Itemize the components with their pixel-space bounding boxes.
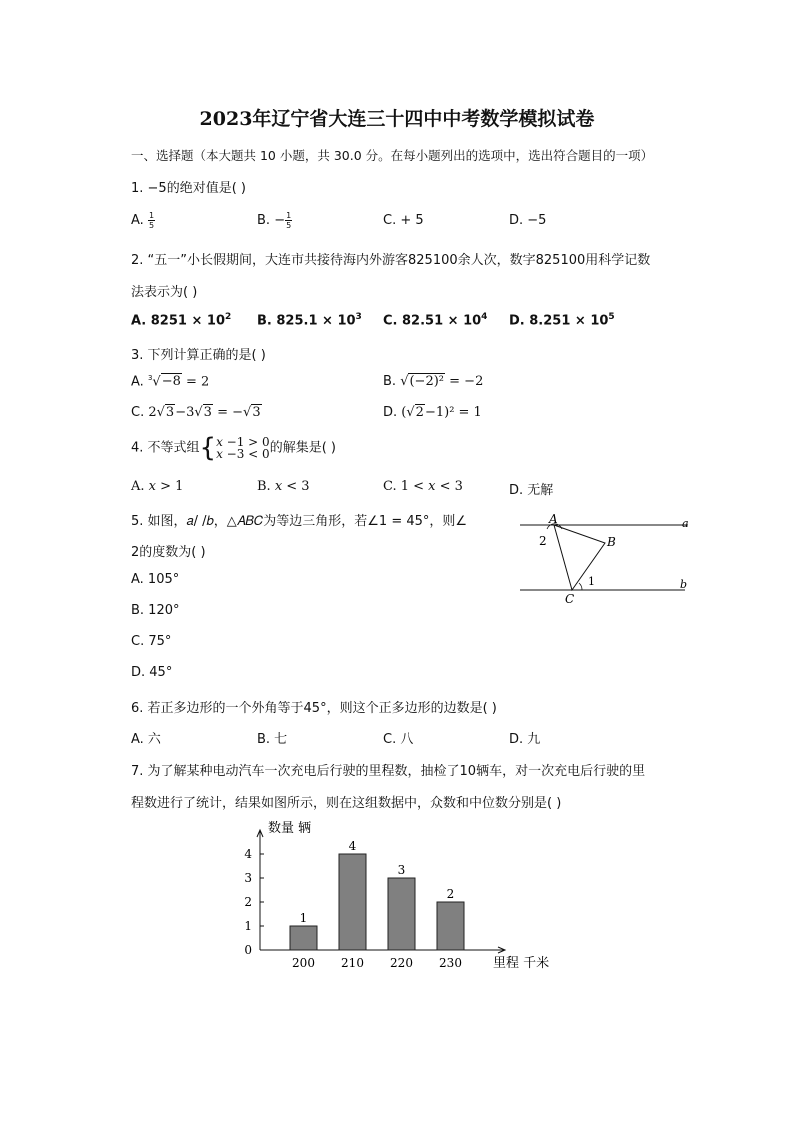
- bar-value-label: 2: [446, 887, 455, 901]
- question-7-line-1: 7. 为了解某种电动汽车一次充电后行驶的里程数，抽检了10辆车，对一次充电后行驶的里: [131, 764, 646, 779]
- question-5-line-2: 2的度数为( ): [131, 545, 206, 560]
- bar: [388, 878, 415, 950]
- question-3-option-b: B. √(−2)² = −2: [383, 374, 484, 389]
- x-tick-label: 200: [292, 956, 315, 970]
- question-7-chart: [230, 812, 570, 977]
- question-5-option-b: B. 120°: [131, 603, 180, 618]
- question-3-option-d: D. (√2−1)² = 1: [383, 405, 482, 420]
- question-1-option-d: D. −5: [509, 213, 547, 228]
- question-4-option-d: D. 无解: [509, 483, 554, 498]
- question-2-line-1: 2. “五一”小长假期间，大连市共接待海内外游客825100余人次，数字825100用科学记数: [131, 253, 651, 268]
- x-tick-label: 230: [439, 956, 462, 970]
- triangle-abc: [554, 525, 605, 590]
- angle-1-arc: [579, 583, 582, 590]
- question-7-line-2: 程数进行了统计，结果如图所示，则在这组数据中，众数和中位数分别是( ): [131, 796, 562, 811]
- question-4-option-c: C. 1 < 𝑥 < 3: [383, 479, 463, 494]
- y-axis-title: 数量 辆: [268, 821, 312, 836]
- question-2-option-d: D. $8.251 \times 10^5$: [509, 312, 615, 329]
- question-6-stem: 6. 若正多边形的一个外角等于45°，则这个正多边形的边数是( ): [131, 701, 497, 716]
- question-3-option-c: C. 2√3−3√3 = −√3: [131, 405, 261, 420]
- question-5-option-d: D. 45°: [131, 665, 173, 680]
- label-angle-1: 1: [588, 575, 595, 588]
- section-heading: 一、选择题（本大题共 10 小题，共 30.0 分。在每小题列出的选项中，选出符合题目的一项）: [131, 148, 654, 163]
- question-1-option-b: B. − $\frac{1}{5}$: [257, 211, 292, 230]
- bar-value-label: 4: [348, 839, 357, 853]
- question-3-stem: 3. 下列计算正确的是( ): [131, 348, 266, 363]
- x-tick-label: 220: [390, 956, 413, 970]
- question-4-option-a: A. 𝑥 > 1: [131, 479, 184, 494]
- y-tick-label: 3: [244, 871, 252, 885]
- bar: [437, 902, 464, 950]
- question-3-option-a: A. $^3$√−8 = 2: [131, 374, 210, 390]
- question-2-option-a: A. $8251 \times 10^2$: [131, 312, 232, 329]
- label-line-a: a: [682, 517, 689, 530]
- question-2-line-2: 法表示为( ): [131, 285, 198, 300]
- bar-value-label: 3: [397, 863, 406, 877]
- y-tick-label: 0: [244, 943, 252, 957]
- question-1-option-c: C. + 5: [383, 213, 424, 228]
- question-5-option-a: A. 105°: [131, 572, 180, 587]
- question-1-stem: 1. −5的绝对值是( ): [131, 181, 246, 196]
- label-line-b: b: [680, 578, 688, 591]
- y-tick-label: 2: [244, 895, 252, 909]
- label-angle-2: 2: [539, 534, 547, 548]
- question-2-option-b: B. $825.1 \times 10^3$: [257, 312, 362, 329]
- question-6-option-b: B. 七: [257, 732, 288, 747]
- question-5-line-1: 5. 如图，𝑎/ /𝑏，△𝐴𝐵𝐶为等边三角形，若∠1 = 45°，则∠: [131, 514, 468, 529]
- question-4-option-b: B. 𝑥 < 3: [257, 479, 310, 494]
- x-tick-label: 210: [341, 956, 364, 970]
- label-b-vertex: B: [607, 535, 616, 549]
- question-5-figure: [510, 505, 700, 610]
- question-4-stem: 4. 不等式组{𝑥 −1 > 0 𝑥 −3 < 0的解集是( ): [131, 433, 336, 463]
- y-tick-label: 1: [244, 919, 252, 933]
- y-tick-label: 4: [244, 847, 252, 861]
- question-6-option-d: D. 九: [509, 732, 541, 747]
- x-axis-title: 里程 千米: [493, 956, 550, 971]
- label-c-vertex: C: [565, 592, 575, 606]
- question-1-option-a: A. $\frac{1}{5}$: [131, 211, 155, 230]
- page-title: 2023年辽宁省大连三十四中中考数学模拟试卷: [199, 108, 595, 130]
- bar: [290, 926, 317, 950]
- question-6-option-c: C. 八: [383, 732, 414, 747]
- question-5-option-c: C. 75°: [131, 634, 172, 649]
- question-2-option-c: C. $82.51 \times 10^4$: [383, 312, 488, 329]
- label-a-vertex: A: [549, 512, 558, 526]
- question-6-option-a: A. 六: [131, 732, 161, 747]
- bar: [339, 854, 366, 950]
- bar-value-label: 1: [299, 911, 308, 925]
